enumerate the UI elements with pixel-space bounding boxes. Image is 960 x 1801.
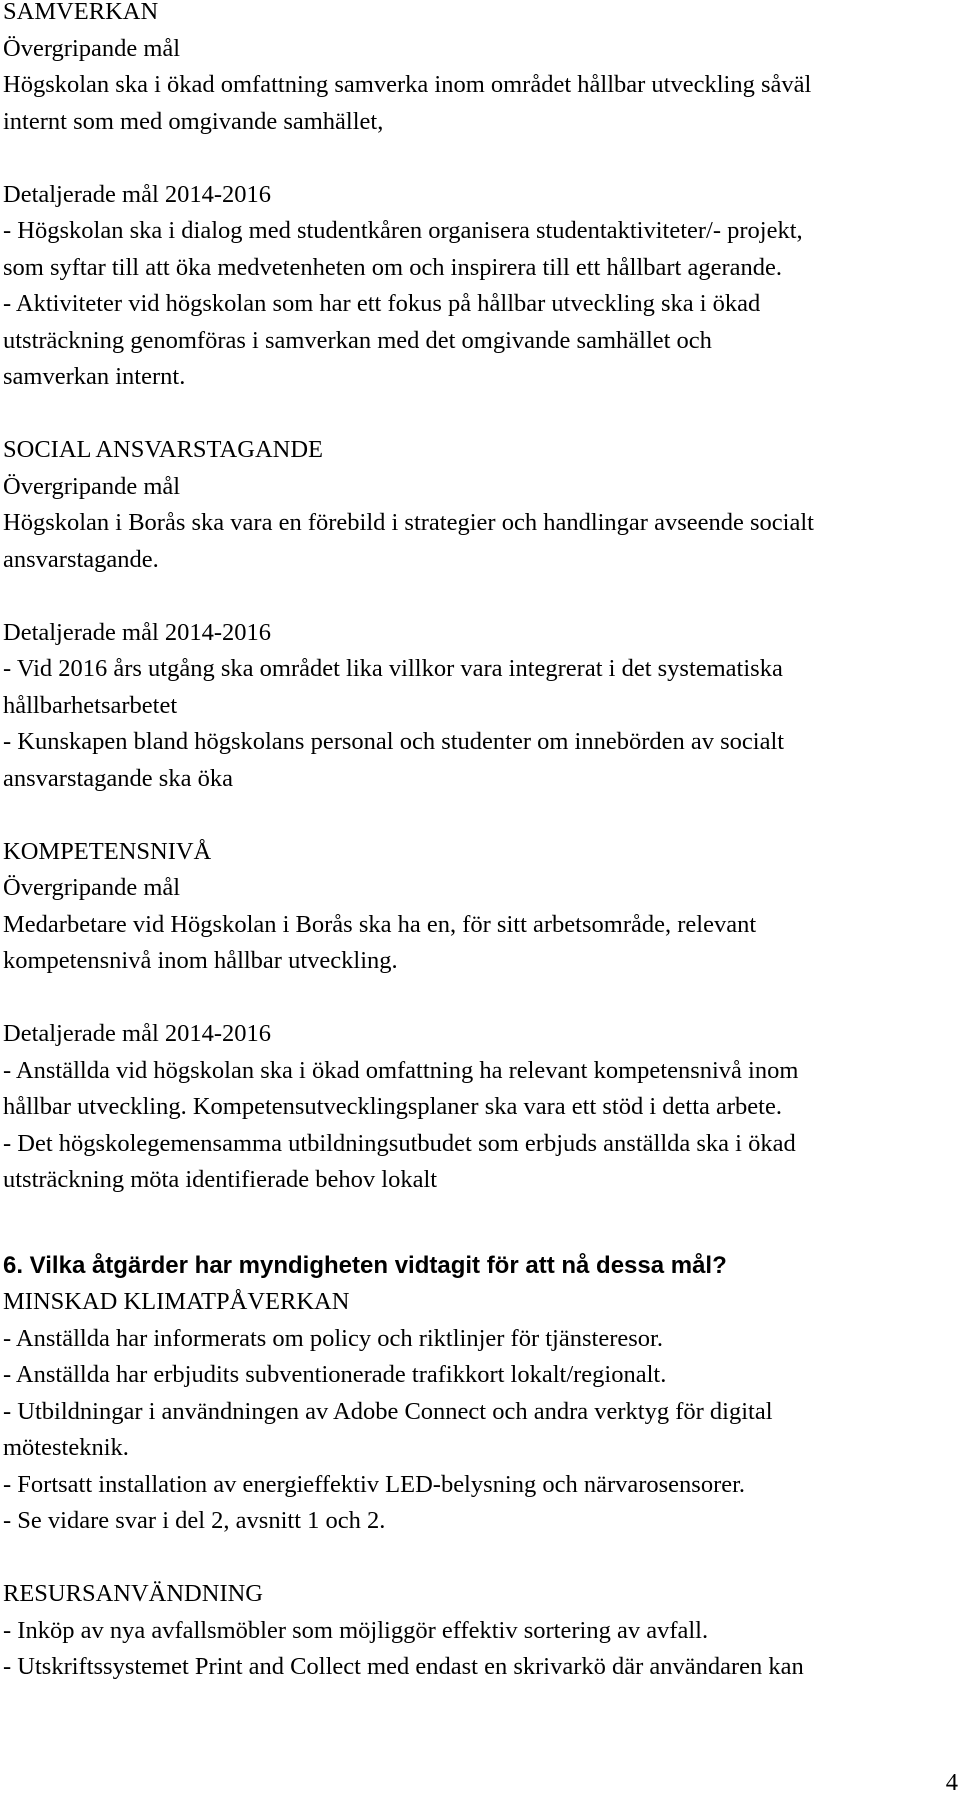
paragraph-line: internt som med omgivande samhället, [3, 107, 384, 135]
paragraph-line: ansvarstagande ska öka [3, 764, 233, 792]
paragraph-line: utsträckning genomföras i samverkan med det omgivande samhället och [3, 326, 712, 354]
subsection-heading: MINSKAD KLIMATPÅVERKAN [3, 1288, 350, 1315]
spacer [3, 578, 938, 615]
section-samverkan [3, 0, 938, 396]
detailed-goals-label: Detaljerade mål 2014-2016 [3, 618, 272, 646]
spacer [3, 1540, 938, 1577]
section-heading: SAMVERKAN [3, 0, 159, 25]
paragraph-line: - Anställda vid högskolan ska i ökad omfattning ha relevant kompetensnivå inom [3, 1056, 799, 1084]
paragraph-line: - Det högskolegemensamma utbildningsutbudet som erbjuds anställda ska i ökad [3, 1129, 796, 1157]
detailed-goals-label: Detaljerade mål 2014-2016 [3, 180, 272, 208]
list-item: - Utbildningar i användningen av Adobe Connect och andra verktyg för digital [3, 1397, 773, 1425]
section-heading: SOCIAL ANSVARSTAGANDE [3, 436, 323, 463]
section-social [3, 432, 938, 797]
paragraph-line: - Vid 2016 års utgång ska området lika villkor vara integrerat i det systematiska [3, 655, 783, 682]
subsection-heading: RESURSANVÄNDNING [3, 1580, 263, 1607]
document-body [3, 0, 938, 1686]
section-kompetens [3, 834, 938, 1199]
overall-goal-label: Övergripande mål [3, 34, 181, 62]
paragraph-line: hållbarhetsarbetet [3, 691, 178, 719]
spacer [3, 797, 938, 834]
overall-goal-label: Övergripande mål [3, 472, 181, 500]
paragraph-line: - Kunskapen bland högskolans personal och studenter om innebörden av socialt [3, 728, 785, 755]
paragraph-line: Högskolan i Borås ska vara en förebild i strategier och handlingar avseende socialt [3, 509, 814, 536]
paragraph-line: ansvarstagande. [3, 545, 159, 573]
paragraph-line: utsträckning möta identifierade behov lokalt [3, 1166, 438, 1193]
paragraph-line: samverkan internt. [3, 363, 186, 390]
paragraph-line: - Aktiviteter vid högskolan som har ett fokus på hållbar utveckling ska i ökad [3, 290, 761, 317]
question-6 [3, 1248, 938, 1686]
list-item: - Inköp av nya avfallsmöbler som möjliggör effektiv sortering av avfall. [3, 1616, 709, 1644]
overall-goal-label: Övergripande mål [3, 874, 181, 901]
spacer [3, 1199, 938, 1248]
detailed-goals-label: Detaljerade mål 2014-2016 [3, 1020, 272, 1047]
page-number: 4 [945, 1769, 958, 1796]
paragraph-line: - Högskolan ska i dialog med studentkåren organisera studentaktiviteter/- projekt, [3, 217, 803, 244]
paragraph-line: kompetensnivå inom hållbar utveckling. [3, 947, 398, 974]
spacer [3, 396, 938, 433]
list-item: - Anställda har erbjudits subventionerade trafikkort lokalt/regionalt. [3, 1361, 667, 1388]
list-item: - Fortsatt installation av energieffektiv LED-belysning och närvarosensorer. [3, 1470, 746, 1498]
list-item: - Se vidare svar i del 2, avsnitt 1 och 2. [3, 1507, 386, 1534]
paragraph-line: som syftar till att öka medvetenheten om och inspirera till ett hållbart agerande. [3, 253, 782, 281]
question-title: 6. Vilka åtgärder har myndigheten vidtagit för att nå dessa mål? [3, 1251, 727, 1279]
spacer [3, 980, 938, 1017]
paragraph-line: hållbar utveckling. Kompetensutvecklingsplaner ska vara ett stöd i detta arbete. [3, 1093, 782, 1120]
paragraph-line: Medarbetare vid Högskolan i Borås ska ha en, för sitt arbetsområde, relevant [3, 910, 757, 938]
list-item: mötesteknik. [3, 1434, 129, 1461]
section-heading: KOMPETENSNIVÅ [3, 837, 212, 865]
paragraph-line: Högskolan ska i ökad omfattning samverka inom området hållbar utveckling såväl [3, 71, 812, 98]
spacer [3, 140, 938, 177]
list-item: - Utskriftssystemet Print and Collect med endast en skrivarkö där användaren kan [3, 1653, 804, 1680]
list-item: - Anställda har informerats om policy och riktlinjer för tjänsteresor. [3, 1324, 663, 1352]
